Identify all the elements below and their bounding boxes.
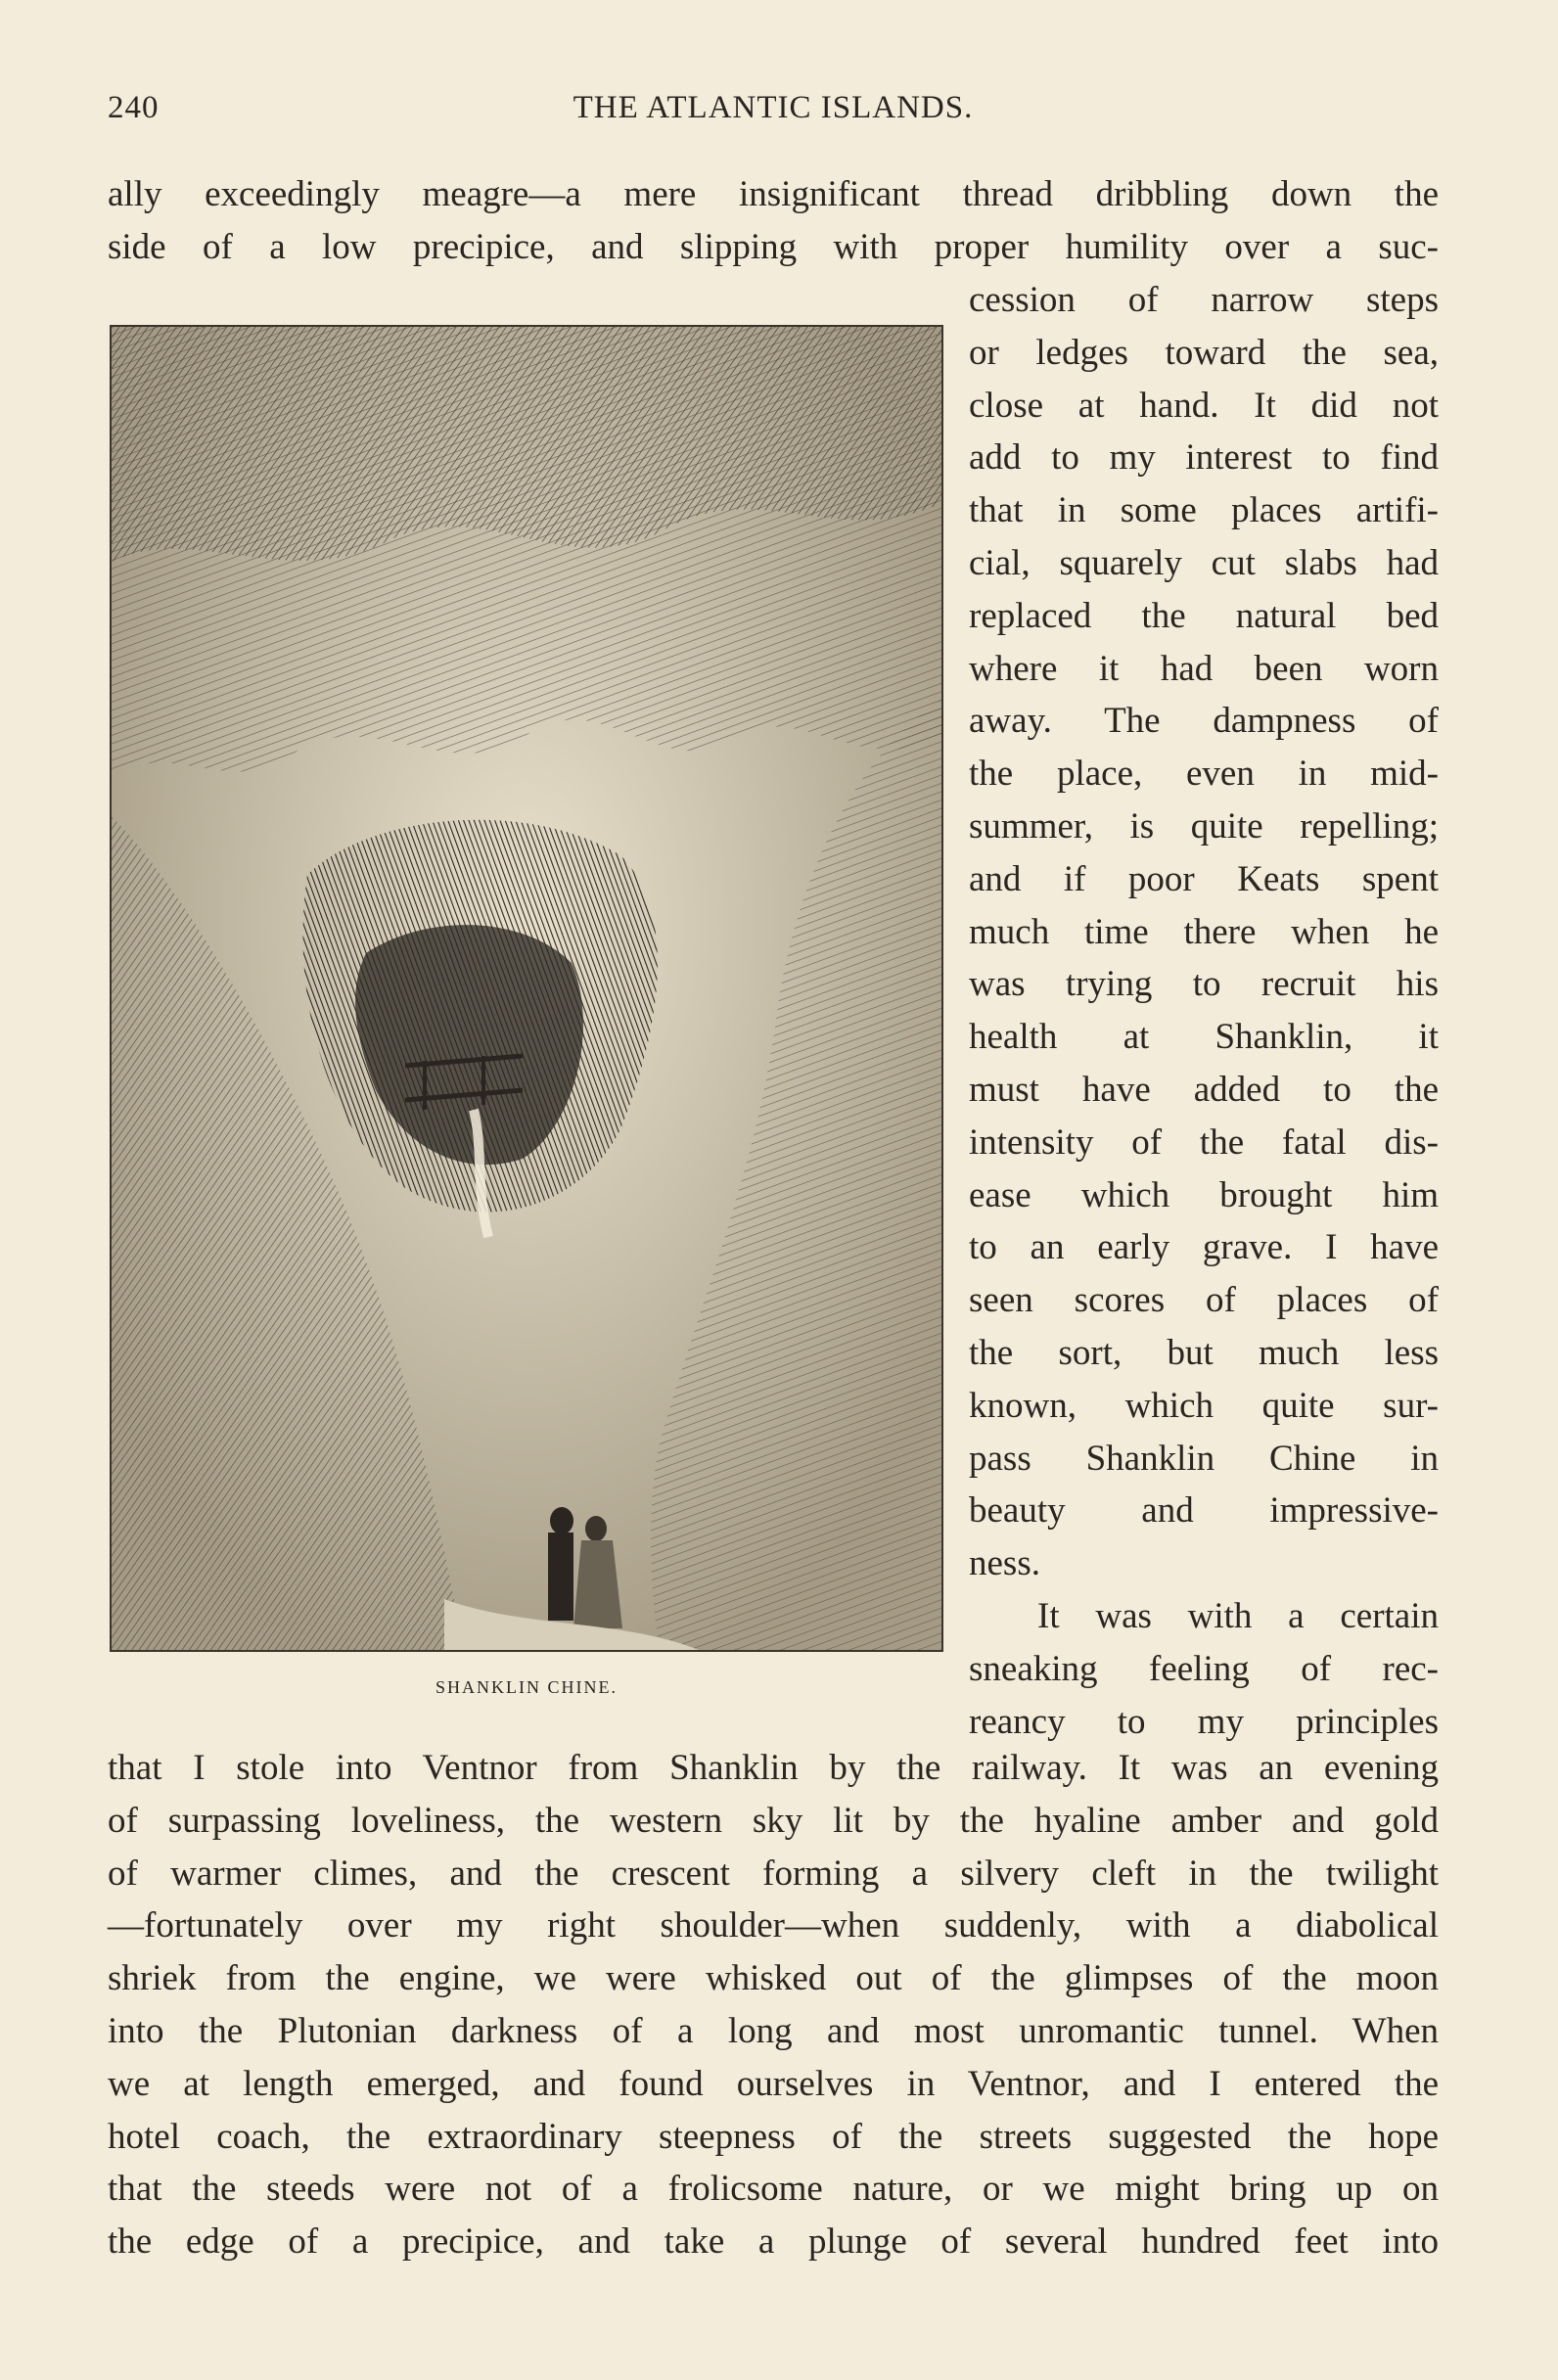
text-line: where it had been worn: [969, 648, 1439, 689]
text-line: ally exceedingly meagre—a mere insignificant thread dribbling down the: [108, 174, 1439, 214]
text-line: known, which quite sur-: [969, 1385, 1439, 1426]
text-line: much time there when he: [969, 911, 1439, 952]
text-line: sneaking feeling of rec-: [969, 1648, 1439, 1689]
text-line: shriek from the engine, we were whisked out of the glimpses of the moon: [108, 1958, 1439, 1999]
text-line: the edge of a precipice, and take a plunge of several hundred feet into: [108, 2221, 1439, 2263]
text-line: into the Plutonian darkness of a long and most unromantic tunnel. When: [108, 2011, 1439, 2051]
text-line: pass Shanklin Chine in: [969, 1438, 1439, 1479]
figure-caption: SHANKLIN CHINE.: [435, 1677, 618, 1697]
text-line: add to my interest to find: [969, 437, 1439, 479]
text-line: replaced the natural bed: [969, 595, 1439, 636]
text-line: seen scores of places of: [969, 1280, 1439, 1321]
engraving-illustration: [112, 327, 941, 1650]
text-line: health at Shanklin, it: [969, 1017, 1439, 1058]
text-line: summer, is quite repelling;: [969, 806, 1439, 847]
text-line: was trying to recruit his: [969, 964, 1439, 1005]
text-line: ness.: [969, 1543, 1040, 1584]
text-line: we at length emerged, and found ourselves in Ventnor, and I entered the: [108, 2063, 1439, 2104]
text-line: that the steeds were not of a frolicsome nature, or we might bring up on: [108, 2169, 1439, 2210]
text-line: side of a low precipice, and slipping with proper humility over a suc-: [108, 226, 1439, 267]
running-title: THE ATLANTIC ISLANDS.: [573, 90, 974, 125]
text-line: of surpassing loveliness, the western sky lit by the hyaline amber and gold: [108, 1800, 1439, 1841]
text-line: the sort, but much less: [969, 1333, 1439, 1373]
text-line: that in some places artifi-: [969, 490, 1439, 531]
text-line: must have added to the: [969, 1070, 1439, 1110]
text-line: intensity of the fatal dis-: [969, 1121, 1439, 1163]
text-line: away. The dampness of: [969, 701, 1439, 742]
text-line: the place, even in mid-: [969, 754, 1439, 795]
text-line: that I stole into Ventnor from Shanklin by the railway. It was an evening: [108, 1748, 1439, 1788]
text-line: beauty and impressive-: [969, 1490, 1439, 1532]
text-line: and if poor Keats spent: [969, 858, 1439, 899]
text-line: reancy to my principles: [969, 1701, 1439, 1742]
text-line: cession of narrow steps: [969, 280, 1439, 320]
text-line: cial, squarely cut slabs had: [969, 543, 1439, 583]
text-line: —fortunately over my right shoulder—when suddenly, with a diabolical: [108, 1905, 1439, 1946]
text-line: close at hand. It did not: [969, 385, 1439, 426]
text-line: ease which brought him: [969, 1174, 1439, 1215]
text-line: or ledges toward the sea,: [969, 332, 1439, 373]
page-number: 240: [108, 90, 160, 125]
text-line: of warmer climes, and the crescent forming a silvery cleft in the twilight: [108, 1853, 1439, 1894]
text-line: to an early grave. I have: [969, 1227, 1439, 1268]
text-line: hotel coach, the extraordinary steepness of the streets suggested the hope: [108, 2116, 1439, 2157]
engraving-shanklin-chine: [110, 325, 943, 1652]
text-line: It was with a certain: [1037, 1596, 1439, 1636]
running-header: [108, 90, 1439, 139]
